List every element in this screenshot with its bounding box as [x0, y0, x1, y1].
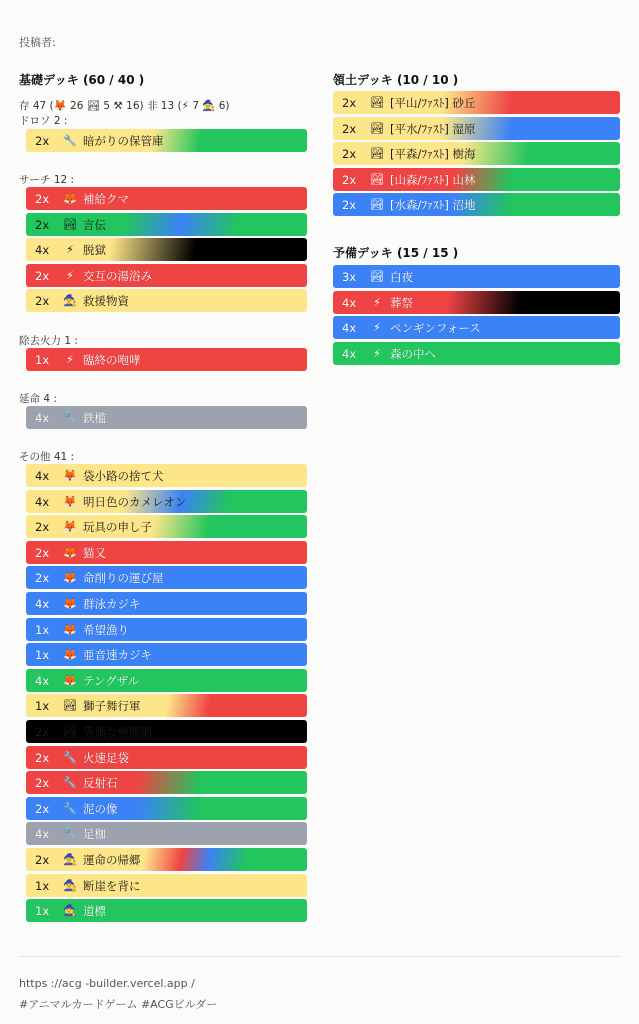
card-type-icon: 🦊	[63, 674, 77, 687]
main-deck-summary: 存 47 (🦊 26 🏞 5 ⚒ 16) 非 13 (⚡ 7 🧙 6)	[19, 100, 230, 112]
card-quantity: 2x	[35, 293, 50, 308]
card-name: 袋小路の捨て犬	[83, 468, 164, 483]
land-deck-card[interactable]	[333, 193, 620, 216]
card-type-icon: 🦊	[63, 571, 77, 584]
card-type-icon: ⚡	[373, 321, 381, 334]
card-quantity: 2x	[35, 519, 50, 534]
main-deck-card[interactable]	[26, 592, 307, 615]
main-deck-card[interactable]	[26, 129, 307, 152]
main-deck-card[interactable]	[26, 848, 307, 871]
land-deck-card[interactable]	[333, 168, 620, 191]
main-deck-card[interactable]	[26, 746, 307, 769]
footer-divider	[19, 956, 620, 957]
main-deck-card[interactable]	[26, 694, 307, 717]
reserve-deck-card[interactable]	[333, 291, 620, 314]
card-quantity: 2x	[35, 775, 50, 790]
card-type-icon: 🧙	[63, 294, 77, 307]
reserve-deck-card[interactable]	[333, 316, 620, 339]
card-type-icon: 🏞	[63, 725, 77, 738]
reserve-deck-card[interactable]	[333, 265, 620, 288]
card-quantity: 4x	[35, 242, 50, 257]
main-deck-card[interactable]	[26, 464, 307, 487]
card-type-icon: 🔧	[63, 802, 77, 815]
card-name: 反射石	[83, 775, 118, 790]
land-deck-card[interactable]	[333, 117, 620, 140]
main-deck-card[interactable]	[26, 264, 307, 287]
card-type-icon: 🔧	[63, 827, 77, 840]
card-quantity: 1x	[35, 903, 50, 918]
card-quantity: 2x	[35, 852, 50, 867]
card-quantity: 4x	[35, 826, 50, 841]
land-deck-card[interactable]	[333, 142, 620, 165]
card-name: 希望漁り	[83, 622, 129, 637]
card-quantity: 1x	[35, 698, 50, 713]
card-name: 泥の像	[83, 801, 118, 816]
main-deck-card[interactable]	[26, 618, 307, 641]
card-quantity: 2x	[342, 121, 357, 136]
card-quantity: 4x	[342, 346, 357, 361]
main-deck-card[interactable]	[26, 669, 307, 692]
footer-tags: #アニマルカードゲーム #ACGビルダー	[19, 998, 218, 1011]
main-deck-card[interactable]	[26, 490, 307, 513]
category-label: 除去火力 1 :	[19, 335, 78, 347]
card-type-icon: 🏞	[63, 218, 77, 231]
main-deck-card[interactable]	[26, 822, 307, 845]
card-type-icon: 🧙	[63, 879, 77, 892]
card-name: 臨終の咆哮	[83, 352, 141, 367]
main-deck-card[interactable]	[26, 348, 307, 371]
main-deck-card[interactable]	[26, 566, 307, 589]
card-quantity: 2x	[342, 146, 357, 161]
card-type-icon: ⚡	[373, 347, 381, 360]
card-name: 言伝	[83, 217, 106, 232]
card-type-icon: 🦊	[63, 469, 77, 482]
land-deck-card[interactable]	[333, 91, 620, 114]
card-type-icon: 🦊	[63, 648, 77, 661]
card-quantity: 2x	[342, 95, 357, 110]
card-type-icon: 🏞	[370, 270, 384, 283]
main-deck-card[interactable]	[26, 187, 307, 210]
card-quantity: 1x	[35, 622, 50, 637]
card-quantity: 1x	[35, 647, 50, 662]
main-deck-card[interactable]	[26, 213, 307, 236]
card-quantity: 2x	[342, 172, 357, 187]
card-name: [平山/ﾌｧｽﾄ] 砂丘	[390, 95, 476, 110]
poster-label: 投稿者:	[19, 36, 56, 49]
card-quantity: 4x	[35, 596, 50, 611]
card-quantity: 2x	[35, 191, 50, 206]
category-label: ドロソ 2 :	[19, 115, 68, 127]
card-quantity: 2x	[35, 750, 50, 765]
card-quantity: 2x	[35, 268, 50, 283]
card-type-icon: 🏞	[370, 173, 384, 186]
category-label: 延命 4 :	[19, 393, 57, 405]
card-name: [平森/ﾌｧｽﾄ] 樹海	[390, 146, 476, 161]
main-deck-title: 基礎デッキ (60 / 40 )	[19, 73, 145, 87]
card-type-icon: 🔧	[63, 411, 77, 424]
card-name: 明日色のカメレオン	[83, 494, 187, 509]
main-deck-card[interactable]	[26, 541, 307, 564]
land-deck-title: 領土デッキ (10 / 10 )	[333, 73, 459, 87]
card-type-icon: 🦊	[63, 495, 77, 508]
card-type-icon: 🔧	[63, 134, 77, 147]
card-name: 群泳カジキ	[83, 596, 141, 611]
card-name: 獅子舞行軍	[83, 698, 141, 713]
card-name: 足枷	[83, 826, 106, 841]
card-name: 白夜	[390, 269, 413, 284]
card-quantity: 2x	[35, 133, 50, 148]
card-quantity: 4x	[35, 410, 50, 425]
footer-url[interactable]: https ://acg -builder.vercel.app /	[19, 977, 195, 990]
card-type-icon: 🦊	[63, 520, 77, 533]
card-name: 運命の帰郷	[83, 852, 141, 867]
card-name: 救援物資	[83, 293, 129, 308]
card-type-icon: 🏞	[370, 198, 384, 211]
card-name: 玩具の申し子	[83, 519, 152, 534]
card-name: [山森/ﾌｧｽﾄ] 山林	[390, 172, 476, 187]
card-type-icon: 🏞	[370, 122, 384, 135]
card-quantity: 4x	[342, 295, 357, 310]
card-name: 脱獄	[83, 242, 106, 257]
main-deck-card[interactable]	[26, 406, 307, 429]
card-quantity: 1x	[35, 878, 50, 893]
card-quantity: 2x	[342, 197, 357, 212]
card-name: 森の中へ	[390, 346, 436, 361]
card-type-icon: 🦊	[63, 623, 77, 636]
card-name: 補給クマ	[83, 191, 129, 206]
card-quantity: 2x	[35, 724, 50, 739]
card-type-icon: ⚡	[66, 353, 74, 366]
main-deck-card[interactable]	[26, 899, 307, 922]
card-quantity: 4x	[342, 320, 357, 335]
card-type-icon: 🏞	[63, 699, 77, 712]
card-type-icon: 🦊	[63, 192, 77, 205]
card-name: 火速足袋	[83, 750, 129, 765]
card-type-icon: 🏞	[370, 147, 384, 160]
card-quantity: 2x	[35, 801, 50, 816]
card-type-icon: 🏞	[370, 96, 384, 109]
card-name: 断崖を背に	[83, 878, 141, 893]
main-deck-card[interactable]	[26, 797, 307, 820]
card-name: 等価な検閲網	[83, 724, 152, 739]
card-name: 葬祭	[390, 295, 413, 310]
card-name: [水森/ﾌｧｽﾄ] 沼地	[390, 197, 476, 212]
card-type-icon: 🔧	[63, 776, 77, 789]
card-quantity: 4x	[35, 468, 50, 483]
card-quantity: 4x	[35, 673, 50, 688]
reserve-deck-card[interactable]	[333, 342, 620, 365]
category-label: その他 41 :	[19, 451, 75, 463]
main-deck-card[interactable]	[26, 720, 307, 743]
card-type-icon: ⚡	[66, 269, 74, 282]
main-deck-card[interactable]	[26, 238, 307, 261]
card-quantity: 2x	[35, 570, 50, 585]
main-deck-card[interactable]	[26, 771, 307, 794]
card-type-icon: 🔧	[63, 751, 77, 764]
card-type-icon: 🦊	[63, 597, 77, 610]
card-name: 鉄槛	[83, 410, 106, 425]
card-name: 道標	[83, 903, 106, 918]
card-quantity: 4x	[35, 494, 50, 509]
card-name: [平水/ﾌｧｽﾄ] 湿原	[390, 121, 476, 136]
card-type-icon: 🧙	[63, 904, 77, 917]
card-quantity: 3x	[342, 269, 357, 284]
card-name: 猫又	[83, 545, 106, 560]
card-quantity: 2x	[35, 217, 50, 232]
category-label: サーチ 12 :	[19, 174, 75, 186]
reserve-deck-title: 予備デッキ (15 / 15 )	[333, 246, 459, 260]
card-quantity: 1x	[35, 352, 50, 367]
main-deck-card[interactable]	[26, 289, 307, 312]
card-name: 亜音速カジキ	[83, 647, 152, 662]
card-name: 交互の湯浴み	[83, 268, 152, 283]
card-type-icon: 🦊	[63, 546, 77, 559]
card-quantity: 2x	[35, 545, 50, 560]
card-type-icon: ⚡	[373, 296, 381, 309]
card-name: 暗がりの保管庫	[83, 133, 164, 148]
card-type-icon: ⚡	[66, 243, 74, 256]
main-deck-card[interactable]	[26, 874, 307, 897]
card-name: ペンギンフォース	[390, 320, 481, 335]
main-deck-card[interactable]	[26, 515, 307, 538]
main-deck-card[interactable]	[26, 643, 307, 666]
card-name: テングザル	[83, 673, 140, 688]
card-type-icon: 🧙	[63, 853, 77, 866]
card-name: 命削りの運び屋	[83, 570, 164, 585]
